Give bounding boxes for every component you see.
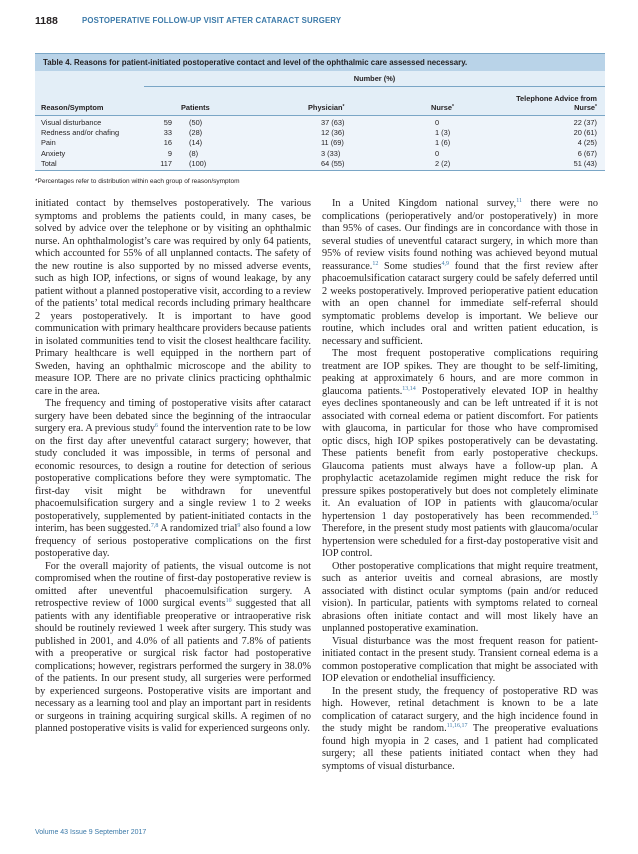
cell-patients-pct: (100) — [189, 158, 207, 168]
cell-nurse: 0 — [435, 118, 440, 127]
body-text: Therefore, in the present study most patients with glaucoma/ocular hypertension were scheduled for a first-day postoperative visit and IOP control. — [322, 523, 598, 559]
body-text: Other postoperative complications that might require treatment, such as anterior uveitis and corneal abrasions, are mostly associated with distinct ocular symptoms (pain and/or reduced vision). In particular, patients with symptoms related to corneal abrasions often initiate contact and will most likely have an unplanned postoperative examination. — [322, 560, 598, 634]
cell-reason: Visual disturbance — [41, 118, 102, 127]
body-paragraph — [322, 686, 598, 774]
citation-ref: 9 — [237, 523, 241, 529]
col-header-telephone — [516, 94, 597, 112]
cell-physician: 11 (69) — [321, 138, 344, 148]
results-table — [35, 53, 605, 171]
running-header — [35, 15, 605, 29]
cell-reason: Total — [41, 158, 57, 168]
group-header-rule — [144, 86, 605, 87]
cell-physician: 3 (33) — [321, 148, 341, 158]
cell-reason: Pain — [41, 138, 56, 148]
body-text: suggested that all patients with any identifiable preoperative or intraoperative risk should be routinely reviewed 1 week after surgery. This study was published in 2001, and 4.0% of all patients and 7.8% of patients with a preoperative or surgical risk factor had postoperative complications; however, registrars performed the surgery in 38.0% of the patients. In our present study, all surgeries were performed by experienced surgeons. Postoperative visits are important and necessary as a learning tool and play an important part in residents or surgeons in training acquiring surgical skills. A regimen of no planned postoperative visits is valid for experienced surgeons only. — [35, 598, 311, 734]
body-text: The preoperative evaluations found high myopia in 2 cases, and 1 patient had complicated surgery; all these patients initiated contact when they had symptoms of visual disturbance. — [322, 723, 599, 772]
body-text: Some studies — [378, 260, 442, 272]
cell-patients: 33 — [163, 128, 172, 138]
cell-nurse: 2 (2) — [435, 158, 451, 168]
col-header-physician — [308, 103, 344, 112]
cell-physician: 37 (63) — [321, 118, 345, 127]
col-header-patients: Patients — [181, 103, 210, 112]
page-number: 1188 — [35, 15, 58, 27]
col-header-nurse-label: Nurse — [431, 103, 452, 112]
table-row — [35, 138, 605, 148]
citation-ref: 10 — [225, 598, 232, 604]
cell-nurse: 1 (6) — [435, 138, 451, 148]
cell-reason: Redness and/or chafing — [41, 128, 120, 138]
table-row — [35, 128, 605, 138]
body-text: initiated contact by themselves postoperatively. The various symptoms and problems the patients could, in many cases, be solved by advice over the telephone or by visiting an ophthalmic nurse. An ophthalmologist’s care was required by only 64 patients, which accounted for 55% of all unplanned contacts. The safety of the new routine is also supported by no missed adverse events, such as high IOP, infections, or signs of wound leakage, by any patient without a planned postoperative visit, according to a review of the patients’ total medical records including primary healthcare 2 years postoperatively. It is important to have good communication with primary healthcare providers because patients in isolated communities tend to visit the closest healthcare facility. Primary healthcare is well equipped in the northern part of Sweden, having an ophthalmic microscope and the ability to measure IOP. There are no private clinics practicing ophthalmic care in the area. — [35, 198, 311, 397]
body-column-right — [322, 198, 598, 773]
body-paragraph — [322, 348, 598, 561]
body-text: Postoperatively elevated IOP in healthy eyes declines spontaneously and can be left untreated if it is not associated with corneal edema or patient discomfort. For patients with glaucoma, in particular for those who have compromised optic discs, high IOP spikes postoperatively can be devastating. These patients benefit from early postoperative checkups. Glaucoma patients must always have a follow-up plan. A prophylactic acetazolamide regimen might reduce the risk for pressure spikes postoperatively but does not completely eliminate it. An evaluation of IOP in patients with glaucoma/ocular hypertension 1 day postoperatively has been recommended. — [322, 385, 598, 522]
body-text: found that the first review after phacoemulsification cataract surgery could be safely deferred until 2 weeks postoperatively. Improved perioperative patient education with an open channel for immediate self-referral should symptomatic problems develop is important. We believe our routine, which includes oral and written patient education, is necessary and sufficient. — [322, 260, 598, 347]
body-text: also found a low frequency of serious postoperative complications on the first postoperative day. — [35, 523, 311, 559]
cell-patients-pct: (28) — [189, 128, 203, 138]
footnote-marker: * — [451, 104, 454, 110]
body-paragraph — [322, 198, 598, 348]
page-footer: Volume 43 Issue 9 September 2017 — [35, 829, 147, 836]
table-caption: Table 4. Reasons for patient-initiated postoperative contact and level of the ophthalmic care assessed necessary. — [35, 54, 605, 71]
col-header-nurse — [431, 103, 454, 112]
citation-ref: 4,9 — [441, 260, 450, 267]
body-text: Visual disturbance was the most frequent reason for patient-initiated contact in the present study. Transient corneal edema is a common postoperative complication that might be associated with IOP elevation or endothelial insufficiency. — [322, 635, 598, 684]
table-body — [35, 116, 605, 170]
col-header-telephone-line1: Telephone Advice from — [516, 94, 597, 103]
citation-ref: 7,8 — [150, 523, 159, 529]
cell-nurse: 1 (3) — [435, 128, 451, 138]
citation-ref: 15 — [592, 510, 598, 517]
cell-telephone: 51 (43) — [573, 158, 597, 168]
cell-patients-pct: (14) — [189, 138, 203, 148]
table-header — [35, 71, 605, 116]
cell-patients: 59 — [163, 118, 172, 127]
cell-physician: 64 (55) — [321, 158, 345, 168]
citation-ref: 6 — [155, 423, 159, 429]
running-title: POSTOPERATIVE FOLLOW-UP VISIT AFTER CATARACT SURGERY — [82, 16, 342, 25]
cell-nurse: 0 — [435, 148, 440, 158]
cell-physician: 12 (36) — [321, 128, 345, 138]
citation-ref: 11 — [516, 198, 522, 204]
cell-patients: 16 — [163, 138, 172, 148]
citation-ref: 12 — [372, 260, 379, 267]
body-text: there were no complications (perioperatively and/or postoperatively) in more than 95% of cases. Our findings are in concordance with those in several studies of uneventful cataract surgery, in which more than 95% of review visits found nothing was achieved beyond mutual reassurance. — [322, 198, 599, 272]
table-group-header: Number (%) — [353, 74, 396, 83]
cell-patients-pct: (8) — [189, 148, 199, 158]
table-row — [35, 149, 605, 159]
table-footnote: *Percentages refer to distribution within each group of reason/symptom — [35, 178, 240, 185]
body-column-left — [35, 198, 311, 736]
body-paragraph — [35, 398, 311, 561]
body-text: In a United Kingdom national survey, — [332, 198, 517, 209]
body-text: found the intervention rate to be low on the first day after uneventful cataract surgery; however, that study concluded it was impossible, in terms of personal and economic resources, to design a routine for detection of serious postoperative complications before they were symptomatic. The first-day visit might be withdrawn for uneventful phacoemulsification surgery and a single review 1 to 2 weeks postoperatively, supplemented by patient-initiated contacts in the interim, has been suggested. — [35, 423, 311, 534]
body-text: The most frequent postoperative complications requiring treatment are IOP spikes. They are thought to be self-limiting, peaking at approximately 6 hours, and are more common in glaucoma patients. — [322, 348, 598, 397]
cell-telephone: 20 (61) — [573, 128, 597, 138]
col-header-telephone-line2: Nurse* — [574, 103, 597, 112]
body-text: In the present study, the frequency of postoperative RD was high. However, retinal detachment is known to be a late complication of cataract surgery, and the high incidence found in the study might be random. — [322, 685, 598, 734]
cell-telephone: 6 (67) — [577, 148, 597, 158]
footnote-marker: * — [595, 104, 597, 110]
cell-reason: Anxiety — [41, 148, 66, 158]
body-text: The frequency and timing of postoperative visits after cataract surgery have been debated since the beginning of the intraocular surgery era. A previous study — [35, 398, 311, 434]
cell-telephone: 22 (37) — [573, 118, 597, 127]
cell-patients-pct: (50) — [189, 118, 203, 127]
footnote-marker: * — [342, 104, 345, 110]
body-text: A randomized trial — [158, 523, 238, 534]
col-header-physician-label: Physician — [308, 103, 343, 112]
table-row — [35, 159, 605, 169]
body-paragraph — [322, 561, 598, 636]
cell-patients: 117 — [160, 158, 172, 168]
cell-patients: 9 — [167, 148, 172, 158]
col-header-reason: Reason/Symptom — [41, 103, 104, 112]
body-paragraph — [322, 636, 598, 686]
body-paragraph — [35, 198, 311, 398]
table-row — [35, 118, 605, 128]
body-text: For the overall majority of patients, the visual outcome is not compromised when the routine of first-day postoperative review is omitted after uneventful phacoemulsification surgery. A retrospective review of 1000 surgical events — [35, 560, 311, 609]
citation-ref: 11,16,17 — [446, 723, 468, 729]
cell-telephone: 4 (25) — [577, 138, 597, 148]
citation-ref: 13,14 — [402, 385, 416, 392]
body-paragraph — [35, 561, 311, 736]
